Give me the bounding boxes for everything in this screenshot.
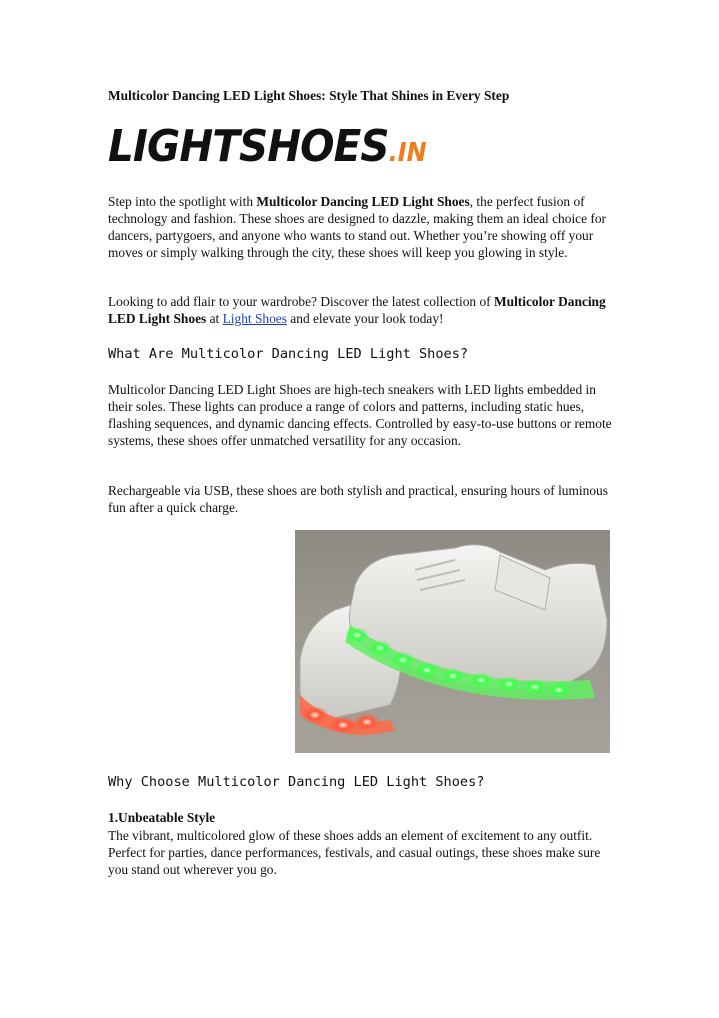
document-title: Multicolor Dancing LED Light Shoes: Style That Shines in Every Step [108, 88, 510, 103]
cta-lead: Looking to add flair to your wardrobe? Discover the latest collection of [108, 294, 494, 309]
section1-heading: What Are Multicolor Dancing LED Light Shoes? [108, 346, 469, 362]
logo-wordmark [108, 114, 427, 186]
lightshoes-logo [108, 114, 438, 180]
intro-lead: Step into the spotlight with [108, 194, 257, 209]
led-shoes-illustration [295, 530, 610, 753]
cta-bold: Multicolor Dancing LED Light Shoes [108, 294, 606, 326]
section1-paragraph-2: Rechargeable via USB, these shoes are both stylish and practical, ensuring hours of luminous fun after a quick charge. [108, 483, 608, 515]
cta-mid: at [206, 311, 223, 326]
cta-rest: and elevate your look today! [286, 311, 444, 326]
intro-rest: , the perfect fusion of technology and fashion. These shoes are designed to dazzle, making them an ideal choice for dancers, partygoers, and anyone who wants to stand out. Whether you’re showing off your moves or simply walking through the city, these shoes will keep you glowing in style. [108, 194, 607, 260]
section1-paragraph-1: Multicolor Dancing LED Light Shoes are high-tech sneakers with LED lights embedded in their soles. These lights can produce a range of colors and patterns, including static hues, flashing sequences, and dynamic dancing effects. Controlled by easy-to-use buttons or remote systems, these shoes offer unmatched versatility for any occasion. [108, 382, 612, 448]
intro-paragraph [108, 193, 613, 261]
section2-paragraph-1: The vibrant, multicolored glow of these shoes adds an element of excitement to any outfit. Perfect for parties, dance performances, festivals, and casual outings, these shoes make sure you stand out wherever you go. [108, 828, 601, 877]
light-shoes-link[interactable]: Light Shoes [222, 311, 287, 326]
intro-bold: Multicolor Dancing LED Light Shoes [256, 194, 470, 209]
section2-heading: Why Choose Multicolor Dancing LED Light Shoes? [108, 774, 485, 790]
logo-main: LIGHTSHOES [108, 121, 389, 172]
cta-paragraph [108, 293, 613, 327]
logo-suffix: .IN [388, 138, 427, 168]
led-shoes-photo [295, 530, 610, 753]
section2-subheading: 1.Unbeatable Style [108, 810, 216, 825]
